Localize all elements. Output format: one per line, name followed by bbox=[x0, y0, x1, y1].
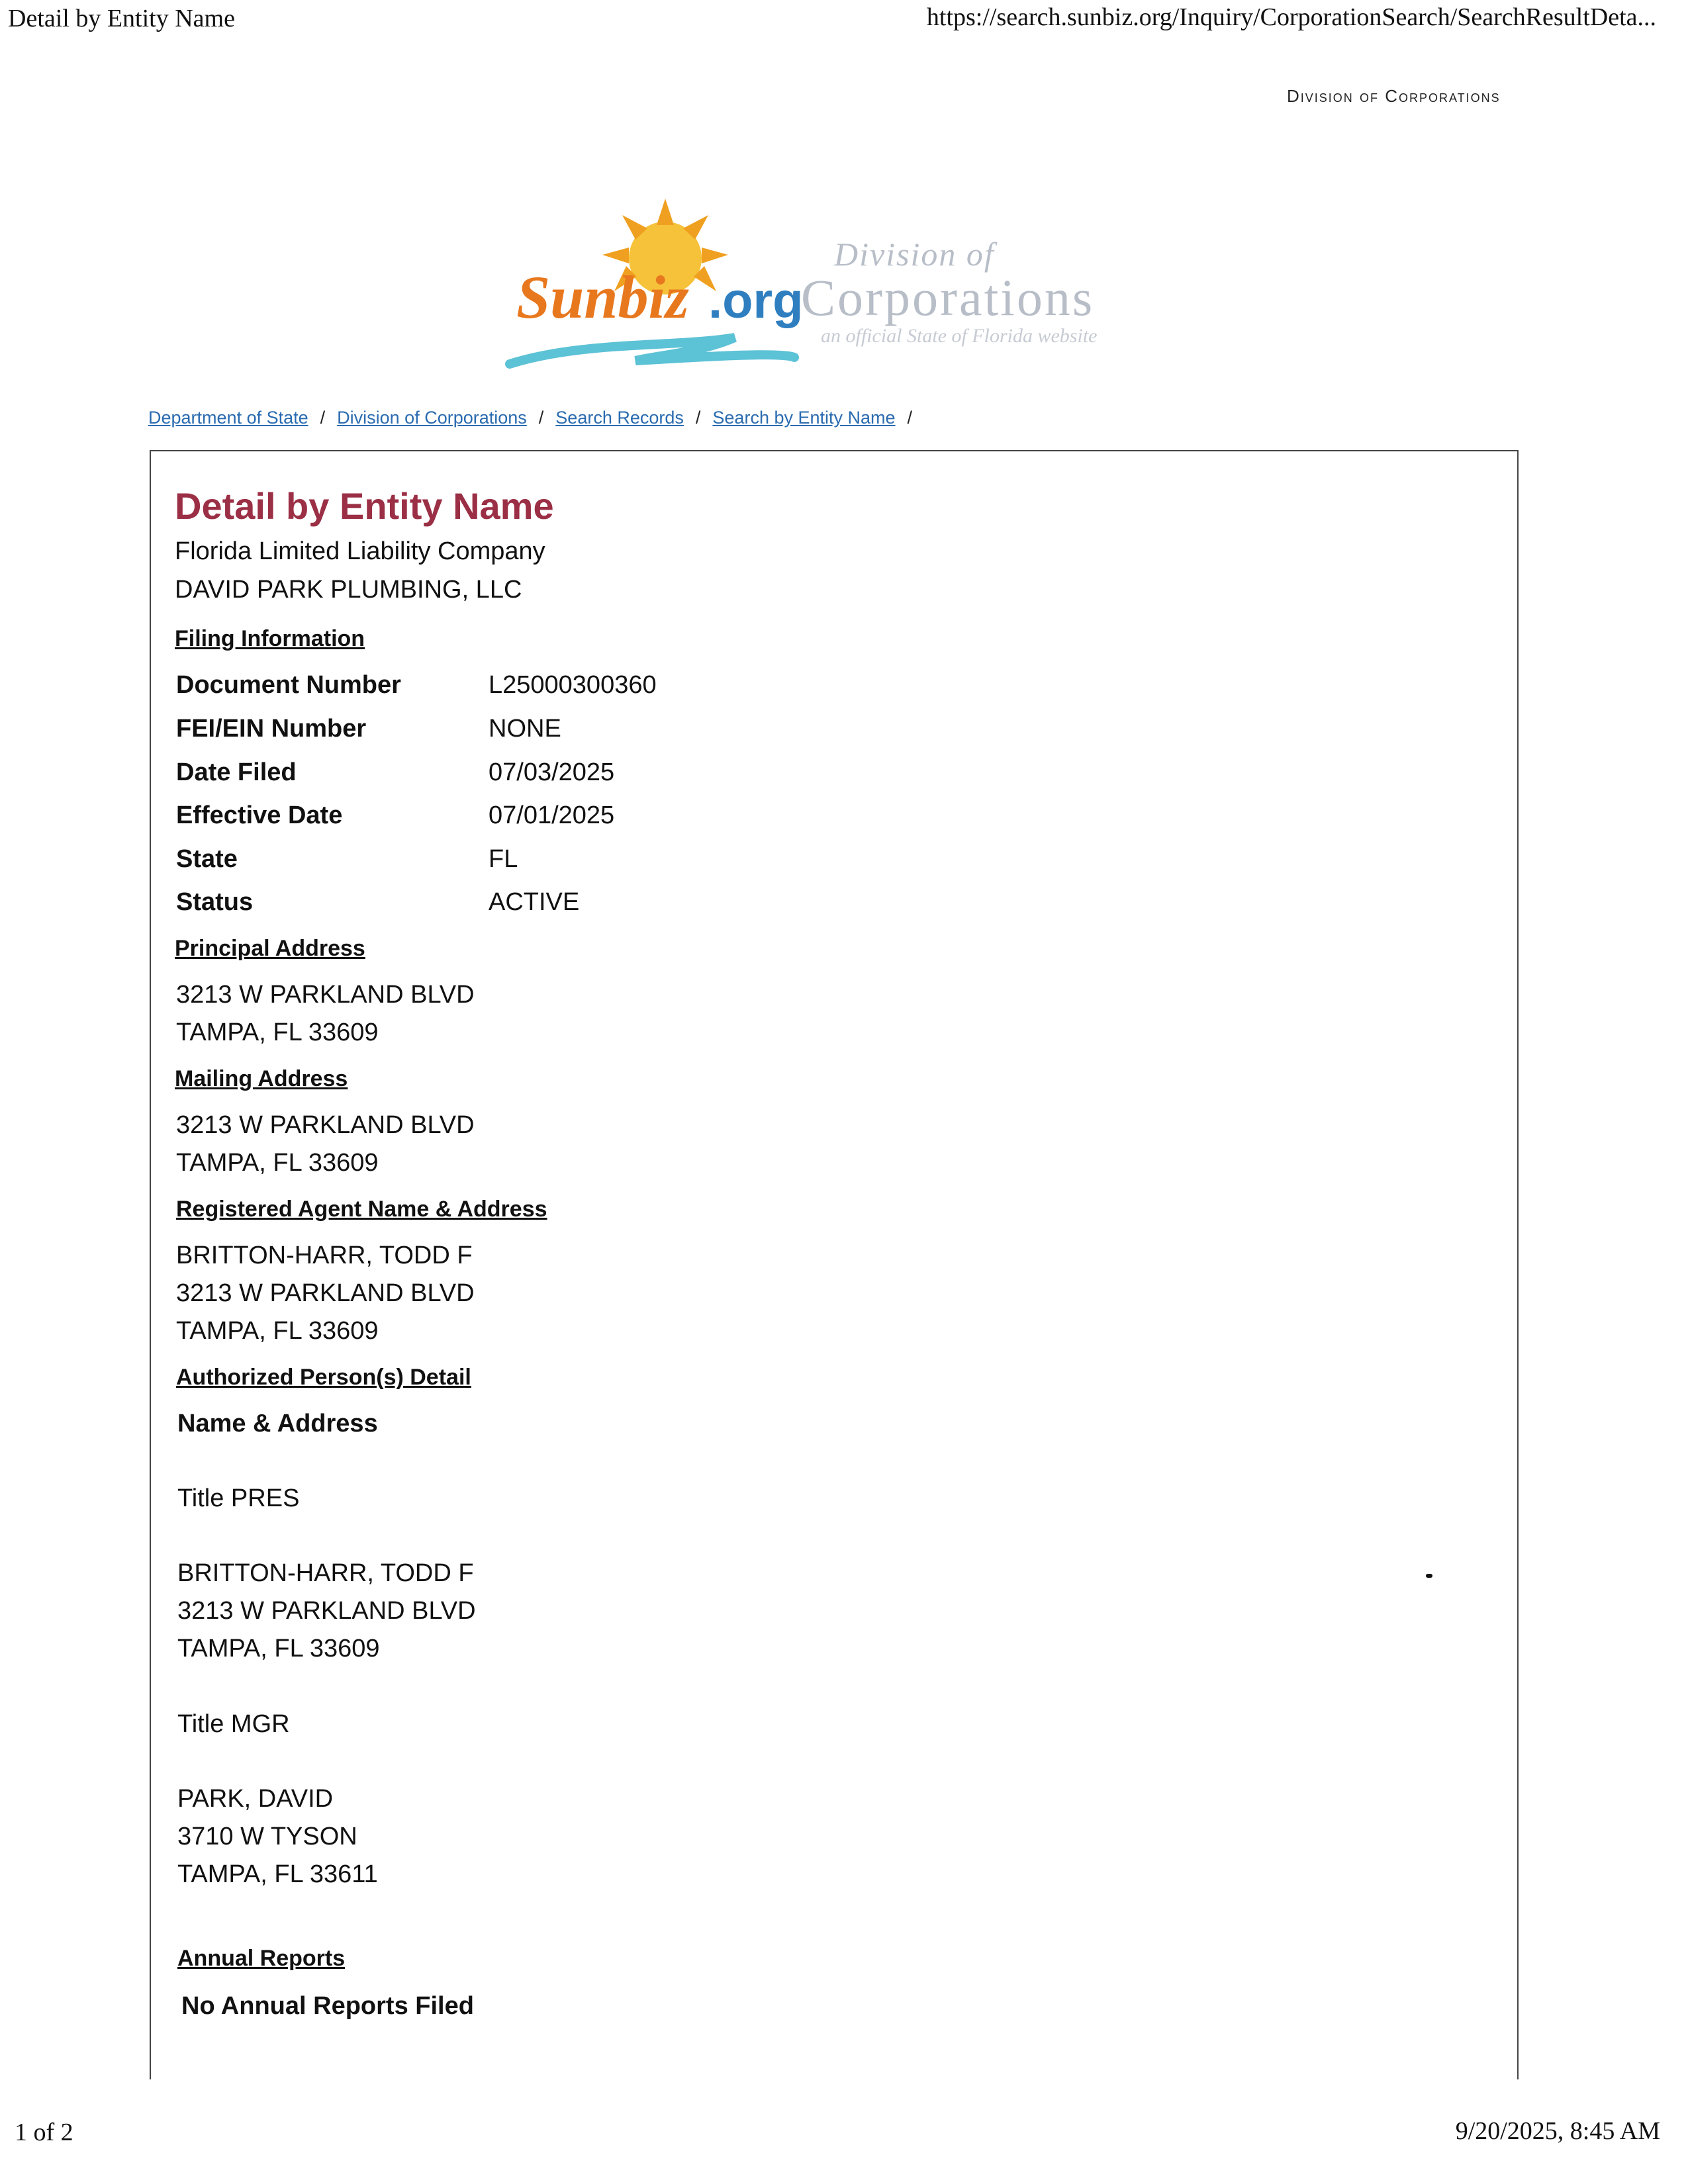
label-effective-date: Effective Date bbox=[176, 801, 343, 829]
agent-line: 3213 W PARKLAND BLVD bbox=[176, 1279, 475, 1307]
principal-address-line: 3213 W PARKLAND BLVD bbox=[176, 981, 475, 1009]
person-line: BRITTON-HARR, TODD F bbox=[177, 1559, 474, 1587]
mailing-address-line: 3213 W PARKLAND BLVD bbox=[176, 1111, 475, 1139]
value-date-filed: 07/03/2025 bbox=[489, 758, 615, 786]
annual-reports-heading: Annual Reports bbox=[177, 1946, 346, 1971]
label-status: Status bbox=[176, 888, 254, 916]
print-url: https://search.sunbiz.org/Inquiry/CorporationSearch/SearchResultDeta... bbox=[926, 3, 1656, 31]
value-fei-ein-number: NONE bbox=[489, 715, 561, 743]
agent-line: TAMPA, FL 33609 bbox=[176, 1317, 379, 1345]
mailing-address-heading: Mailing Address bbox=[175, 1066, 348, 1091]
logo-line2: Corporations bbox=[801, 269, 1095, 326]
label-state: State bbox=[176, 845, 238, 873]
person-line: PARK, DAVID bbox=[177, 1785, 334, 1813]
mailing-address-line: TAMPA, FL 33609 bbox=[176, 1149, 379, 1177]
name-address-subheading: Name & Address bbox=[177, 1410, 378, 1437]
person-line: 3710 W TYSON bbox=[177, 1823, 357, 1850]
person-line: TAMPA, FL 33611 bbox=[177, 1860, 378, 1888]
person-line: TAMPA, FL 33609 bbox=[177, 1635, 380, 1662]
entity-type: Florida Limited Liability Company bbox=[175, 537, 545, 565]
print-page-number: 1 of 2 bbox=[15, 2118, 73, 2146]
logo-sunbiz-text: Sunbiz bbox=[516, 263, 689, 331]
annual-reports-status: No Annual Reports Filed bbox=[181, 1992, 474, 2020]
print-page-title: Detail by Entity Name bbox=[8, 5, 235, 32]
filing-information-heading: Filing Information bbox=[175, 626, 365, 651]
logo-swoosh bbox=[510, 338, 794, 364]
principal-address-heading: Principal Address bbox=[175, 936, 365, 961]
breadcrumb-search-records[interactable]: Search Records bbox=[555, 408, 684, 428]
person-title: Title MGR bbox=[177, 1710, 290, 1738]
breadcrumb: Department of State / Division of Corporations / Search Records / Search by Entity Name / bbox=[148, 408, 913, 428]
page-title: Detail by Entity Name bbox=[175, 485, 554, 527]
label-date-filed: Date Filed bbox=[176, 758, 297, 786]
label-document-number: Document Number bbox=[176, 671, 401, 699]
logo-line1: Division of bbox=[834, 236, 995, 273]
scan-speck bbox=[1426, 1574, 1432, 1578]
person-title: Title PRES bbox=[177, 1484, 300, 1512]
breadcrumb-department-of-state[interactable]: Department of State bbox=[148, 408, 308, 428]
entity-name: DAVID PARK PLUMBING, LLC bbox=[175, 576, 522, 604]
label-fei-ein-number: FEI/EIN Number bbox=[176, 715, 367, 743]
breadcrumb-division-of-corporations[interactable]: Division of Corporations bbox=[337, 408, 527, 428]
logo-org-text: .org bbox=[708, 273, 804, 329]
breadcrumb-search-by-entity-name[interactable]: Search by Entity Name bbox=[712, 408, 896, 428]
principal-address-line: TAMPA, FL 33609 bbox=[176, 1019, 379, 1046]
logo-division-text bbox=[801, 235, 1145, 347]
person-line: 3213 W PARKLAND BLVD bbox=[177, 1597, 476, 1625]
value-status: ACTIVE bbox=[489, 888, 580, 916]
value-state: FL bbox=[489, 845, 518, 873]
value-effective-date: 07/01/2025 bbox=[489, 801, 615, 829]
logo-tagline: an official State of Florida website bbox=[821, 325, 1098, 347]
agent-line: BRITTON-HARR, TODD F bbox=[176, 1242, 473, 1269]
print-timestamp: 9/20/2025, 8:45 AM bbox=[1455, 2117, 1660, 2145]
value-document-number: L25000300360 bbox=[489, 671, 657, 699]
authorized-persons-heading: Authorized Person(s) Detail bbox=[176, 1365, 471, 1390]
division-of-corporations-link[interactable]: Division of Corporations bbox=[1287, 86, 1501, 106]
registered-agent-heading: Registered Agent Name & Address bbox=[176, 1197, 547, 1222]
